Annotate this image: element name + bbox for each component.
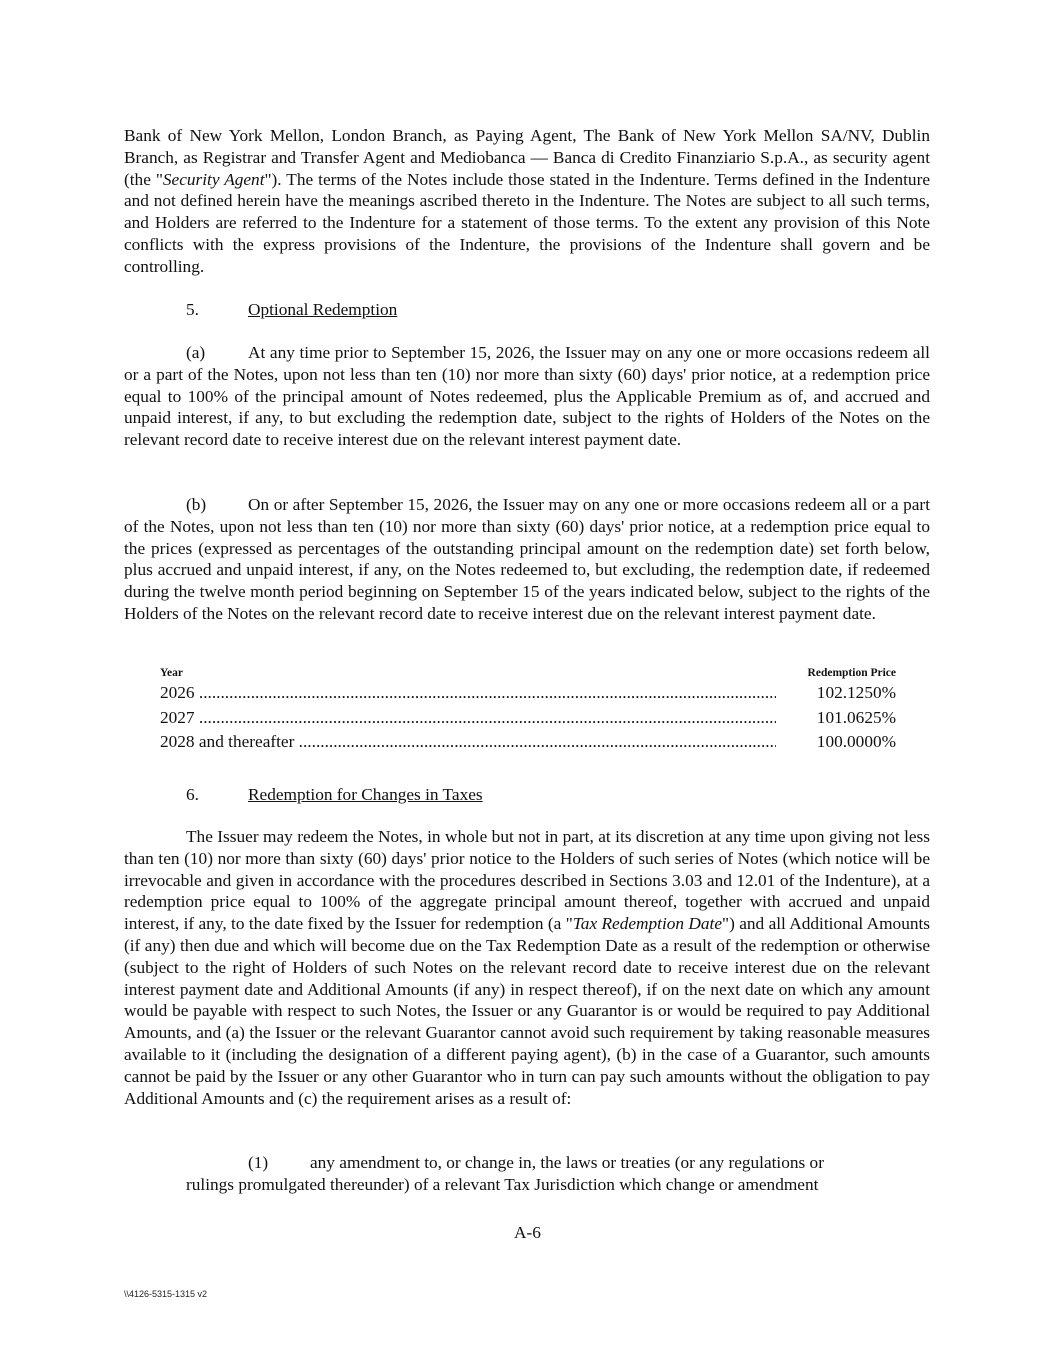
section-6-text-2: ") and all Additional Amounts (if any) then due and which will become due on the Tax Redemption Date as a result of the redemption or otherwise (subject to the right of Holders of such Notes on the relevant record date to receive interest due on the relevant interest payment date and Additional Amounts (if any) in respect thereof), if on the next date on which any amount would be payable with respect to such Notes, the Issuer or any Guarantor is or would be required to pay Additional Amounts, and (a) the Issuer or the relevant Guarantor cannot avoid such requirement by taking reasonable measures available to it (including the designation of a different paying agent), (b) in the case of a Guarantor, such amounts cannot be paid by the Issuer or any other Guarantor who in turn can pay such amounts without the obligation to pay Additional Amounts and (c) the requirement arises as a result of: [124, 914, 930, 1108]
header-year: Year [160, 667, 183, 679]
security-agent-term: Security Agent [162, 169, 265, 189]
section-5a-text: At any time prior to September 15, 2026, the Issuer may on any one or more occasions redeem all or a part of the Notes, upon not less than ten (10) nor more than sixty (60) days' prior notice, at a redemption price equal to 100% of the principal amount of Notes redeemed, plus the Applicable Premium as of, and accrued and unpaid interest, if any, to but excluding the redemption date, subject to the rights of Holders of the Notes on the relevant record date to receive interest due on the relevant interest payment date. [124, 343, 930, 450]
page-number: A-6 [514, 1223, 541, 1242]
section-6-title: Redemption for Changes in Taxes [248, 785, 483, 804]
table-row [160, 730, 896, 755]
section-5-title: Optional Redemption [248, 300, 398, 319]
row-price: 100.0000% [816, 732, 896, 751]
clause-1-label: (1) [248, 1153, 269, 1172]
redemption-price-table [160, 665, 896, 755]
clause-1-text-1: any amendment to, or change in, the laws or treaties (or any regulations or [310, 1153, 824, 1172]
row-year: 2028 and thereafter ..... [160, 730, 776, 755]
row-year: 2027 ..... [160, 706, 776, 731]
clause-1 [186, 1152, 886, 1196]
section-5b-label: (b) [186, 495, 207, 514]
row-year: 2026 ..... [160, 681, 776, 706]
section-6-heading [186, 784, 483, 806]
section-5b-paragraph [124, 494, 930, 625]
intro-text-2: "). The terms of the Notes include those stated in the Indenture. Terms defined in the Indenture and not defined herein have the meanings ascribed thereto in the Indenture. The Notes are subject to all such terms, and Holders are referred to the Indenture for a statement of those terms. To the extent any provision of this Note conflicts with the express provisions of the Indenture, the provisions of the Indenture shall govern and be controlling. [124, 169, 930, 276]
section-6-text-1: The Issuer may redeem the Notes, in whole but not in part, at its discretion at any time upon giving not less than ten (10) nor more than sixty (60) days' prior notice to the Holders of such series of Notes (which notice will be irrevocable and given in accordance with the procedures described in Sections 3.03 and 12.01 of the Indenture), at a redemption price equal to 100% of the aggregate principal amount thereof, together with accrued and unpaid interest, if any, to the date fixed by the Issuer for redemption (a " [124, 827, 930, 934]
section-6-number: 6. [186, 785, 199, 804]
section-5-number: 5. [186, 300, 199, 319]
clause-1-line-1 [186, 1152, 886, 1174]
row-price: 102.1250% [816, 683, 896, 702]
clause-1-line-2: rulings promulgated thereunder) of a relevant Tax Jurisdiction which change or amendment [186, 1174, 819, 1194]
section-5a-label: (a) [186, 343, 206, 362]
tax-redemption-date-term: Tax Redemption Date [572, 914, 723, 934]
intro-text-1: Bank of New York Mellon, London Branch, as Paying Agent, The Bank of New York Mellon SA/NV, Dublin Branch, as Registrar and Transfer Agent and Mediobanca — Banca di Credito Finanziario S.p.A., as security agent (the " [124, 126, 930, 189]
header-redemption-price: Redemption Price [807, 667, 896, 679]
section-6-paragraph [124, 826, 930, 1109]
table-row [160, 706, 896, 731]
section-5b-text: On or after September 15, 2026, the Issuer may on any one or more occasions redeem all or a part of the Notes, upon not less than ten (10) nor more than sixty (60) days' prior notice, at a redemption price equal to the prices (expressed as percentages of the outstanding principal amount on the redemption date) set forth below, plus accrued and unpaid interest, if any, on the Notes redeemed to, but excluding, the redemption date, if redeemed during the twelve month period beginning on September 15 of the years indicated below, subject to the rights of the Holders of the Notes on the relevant record date to receive interest due on the relevant interest payment date. [124, 495, 930, 623]
document-id: \\4126-5315-1315 v2 [124, 1289, 208, 1299]
section-5a-paragraph [124, 342, 930, 451]
table-header [160, 665, 896, 681]
row-price: 101.0625% [816, 707, 896, 727]
section-5-heading [186, 299, 397, 321]
table-row [160, 681, 896, 706]
intro-paragraph [124, 125, 930, 278]
